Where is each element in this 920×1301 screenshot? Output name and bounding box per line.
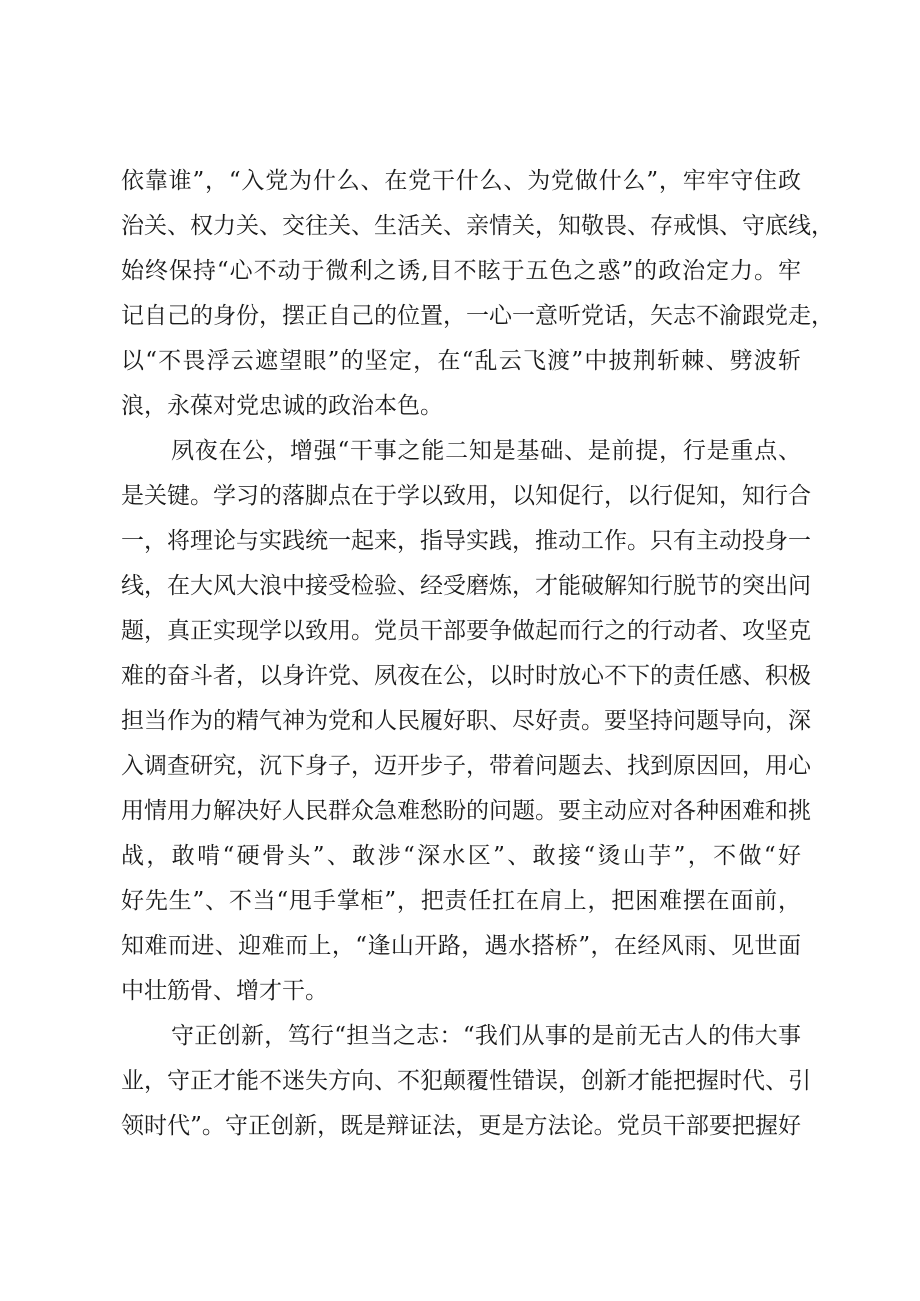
paragraph-2-line-8: 入调查研究，沉下身子，迈开步子，带着问题去、找到原因回，用心 <box>121 753 811 779</box>
paragraph-3-line-1: 守正创新，笃行“担当之志：“我们从事的是前无古人的伟大事 <box>171 1023 801 1049</box>
paragraph-2-line-2: 是关键。学习的落脚点在于学以致用，以知促行，以行促知，知行合 <box>121 483 811 509</box>
paragraph-2-line-3: 一，将理论与实践统一起来，指导实践，推动工作。只有主动投身一 <box>121 528 811 554</box>
paragraph-2-line-9: 用情用力解决好人民群众急难愁盼的问题。要主动应对各种困难和挑 <box>121 798 811 824</box>
paragraph-2-line-4: 线，在大风大浪中接受检验、经受磨炼，才能破解知行脱节的突出问 <box>121 573 811 599</box>
paragraph-1-line-5: 以“不畏浮云遮望眼”的坚定，在“乱云飞渡”中披荆斩棘、劈波斩 <box>121 348 801 374</box>
paragraph-2-line-10: 战，敢啃“硬骨头”、敢涉“深水区”、敢接“烫山芋”，不做“好 <box>121 843 801 869</box>
paragraph-1-line-4: 记自己的身份，摆正自己的位置，一心一意听党话，矢志不渝跟党走， <box>121 303 834 329</box>
paragraph-2-line-12: 知难而进、迎难而上，“逢山开路，遇水搭桥”，在经风雨、见世面 <box>121 933 801 959</box>
paragraph-2-line-11: 好先生”、不当“甩手掌柜”，把责任扛在肩上，把困难摆在面前， <box>121 888 801 914</box>
paragraph-2-line-6: 难的奋斗者，以身许党、夙夜在公，以时时放心不下的责任感、积极 <box>121 663 811 689</box>
paragraph-2-line-7: 担当作为的精气神为党和人民履好职、尽好责。要坚持问题导向，深 <box>121 708 811 734</box>
paragraph-1-line-6: 浪，永葆对党忠诚的政治本色。 <box>121 393 443 419</box>
paragraph-2-line-13: 中壮筋骨、增才干。 <box>121 978 328 1004</box>
paragraph-3-line-3: 领时代”。守正创新，既是辩证法，更是方法论。党员干部要把握好 <box>121 1113 801 1139</box>
paragraph-2-line-1: 夙夜在公，增强“干事之能二知是基础、是前提，行是重点、 <box>171 438 801 464</box>
paragraph-3-line-2: 业，守正才能不迷失方向、不犯颠覆性错误，创新才能把握时代、引 <box>121 1068 811 1094</box>
paragraph-1-line-2: 治关、权力关、交往关、生活关、亲情关，知敬畏、存戒惧、守底线， <box>121 213 834 239</box>
paragraph-1-line-1: 依靠谁”，“入党为什么、在党干什么、为党做什么”，牢牢守住政 <box>121 168 801 194</box>
paragraph-2-line-5: 题，真正实现学以致用。党员干部要争做起而行之的行动者、攻坚克 <box>121 618 811 644</box>
paragraph-1-line-3: 始终保持“心不动于微利之诱,目不眩于五色之惑”的政治定力。牢 <box>121 258 801 284</box>
